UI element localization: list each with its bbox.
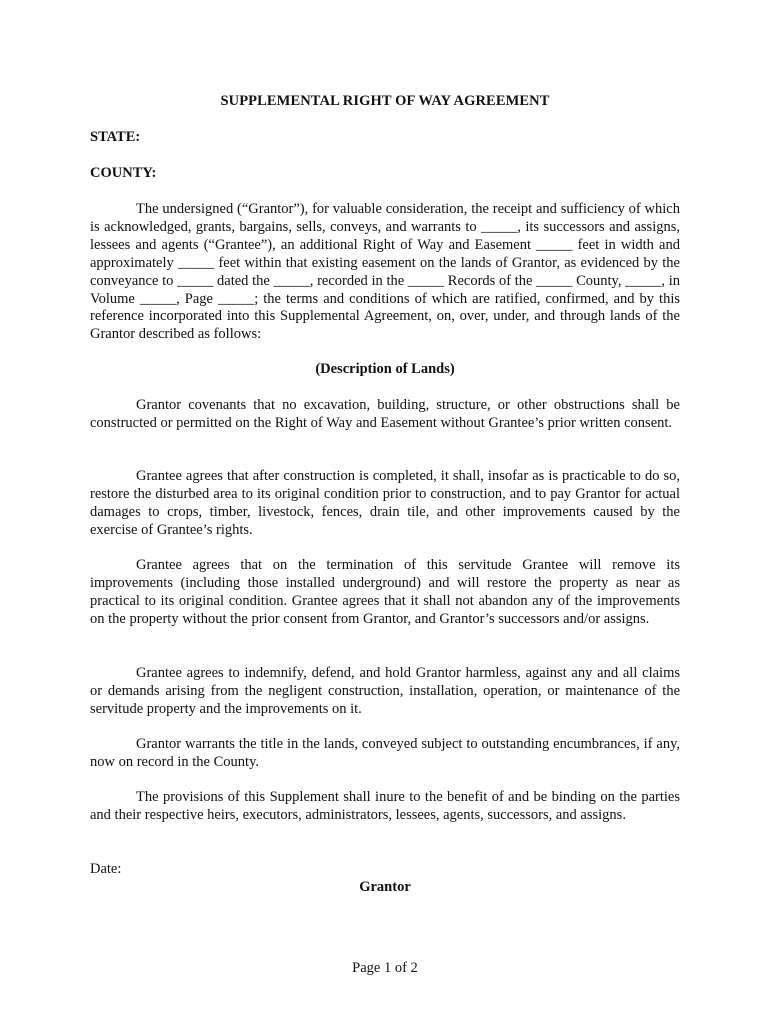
- paragraph-covenants: Grantor covenants that no excavation, building, structure, or other obstructions shall be constructed or permitted on the Right of Way and Easement without Grantee’s prior written consent.: [90, 397, 680, 431]
- page-footer: Page 1 of 2: [352, 960, 418, 976]
- paragraph-indemnify: Grantee agrees to indemnify, defend, and hold Grantor harmless, against any and all claims or demands arising from the negligent construction, installation, operation, or maintenance of the servitude property and the improvements on it.: [90, 665, 680, 717]
- paragraph-binding: The provisions of this Supplement shall inure to the benefit of and be binding on the parties and their respective heirs, executors, administrators, lessees, agents, successors, and assigns.: [90, 789, 680, 823]
- paragraph-title-warranty: Grantor warrants the title in the lands, conveyed subject to outstanding encumbrances, if any, now on record in the County.: [90, 736, 680, 770]
- paragraph-termination: Grantee agrees that on the termination of this servitude Grantee will remove its improvements (including those installed underground) and will restore the property as near as practical to its original condition. Grantee agrees that it shall not abandon any of the improvements on the property without the prior consent from Grantor, and Grantor’s successors and/or assigns.: [90, 557, 680, 627]
- document-title: SUPPLEMENTAL RIGHT OF WAY AGREEMENT: [220, 93, 550, 109]
- paragraph-restoration: Grantee agrees that after construction is completed, it shall, insofar as is practicable to do so, restore the disturbed area to its original condition prior to construction, and to pay Grantor for actual damages to crops, timber, livestock, fences, drain tile, and other improvements caused by the exercise of Grantee’s rights.: [90, 468, 680, 538]
- grantor-label: Grantor: [359, 879, 411, 895]
- paragraph-grant: The undersigned (“Grantor”), for valuable consideration, the receipt and sufficiency of which is acknowledged, grants, bargains, sells, conveys, and warrants to _____, its successors and assigns, lessees and agents (“Grantee”), an additional Right of Way and Easement _____ feet in width and approximately _____ feet within that existing easement on the lands of Grantor, as evidenced by the conveyance to _____ dated the _____, recorded in the _____ Records of the _____ County, _____, in Volume _____, Page _____; the terms and conditions of which are ratified, confirmed, and by this reference incorporated into this Supplemental Agreement, on, over, under, and through lands of the Grantor described as follows:: [90, 201, 680, 343]
- state-label: STATE:: [90, 129, 141, 145]
- county-label: COUNTY:: [90, 165, 157, 181]
- description-heading: (Description of Lands): [315, 361, 455, 377]
- date-label: Date:: [90, 861, 122, 877]
